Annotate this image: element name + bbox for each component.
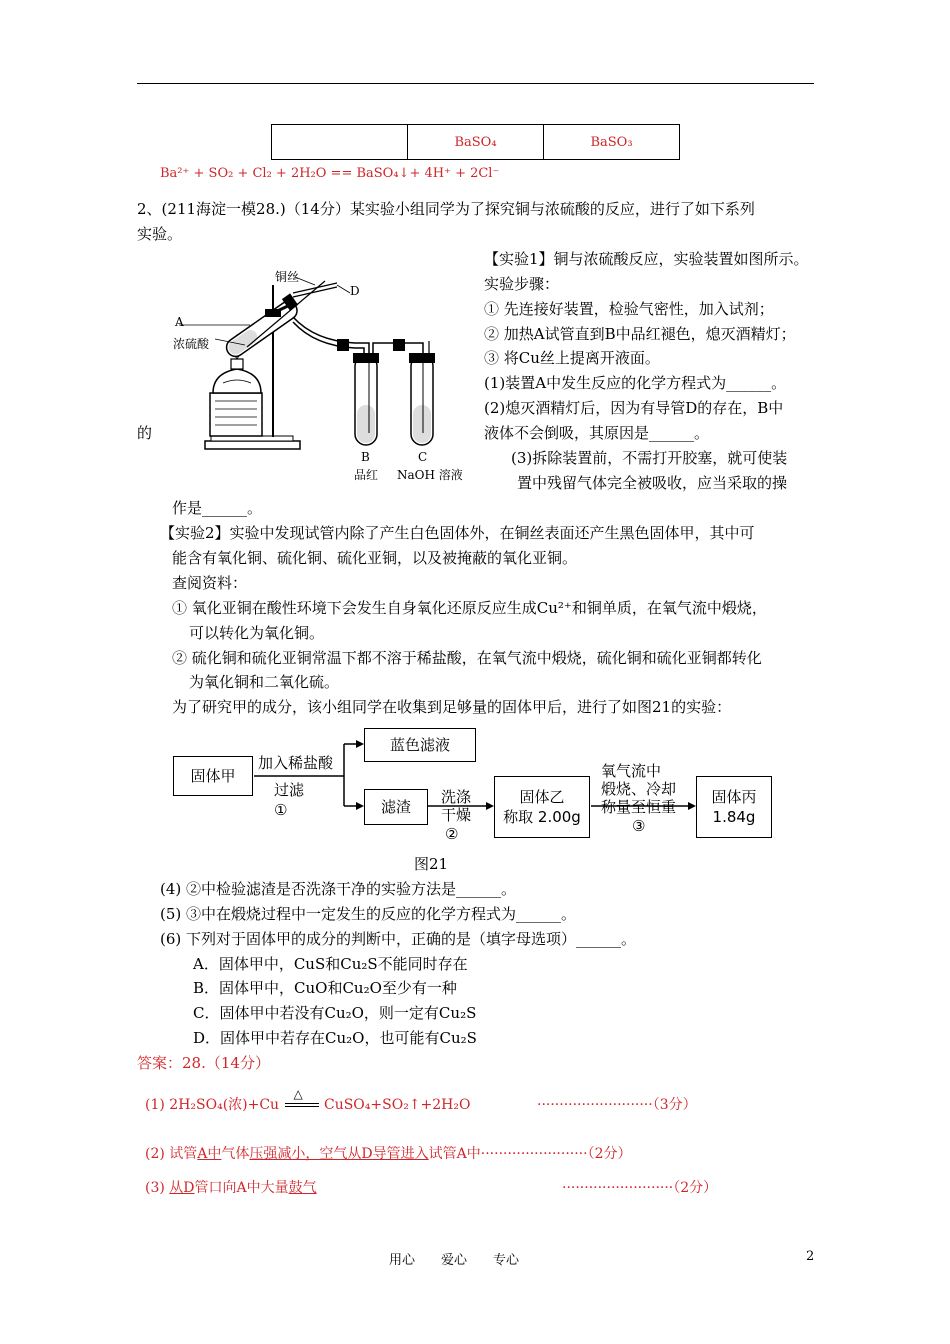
exp1-line: (1)装置A中发生反应的化学方程式为______。: [484, 374, 787, 392]
answer-3-key: 从D: [169, 1180, 195, 1196]
stray-char: 的: [137, 424, 153, 442]
answer-2: [145, 1143, 631, 1163]
step1-reagent: 加入稀盐酸: [258, 754, 334, 772]
answer-2-part: 气体: [221, 1146, 250, 1162]
equals-sign: [285, 1103, 319, 1107]
label-pinhong: 品红: [354, 468, 379, 482]
heat-triangle-icon: △: [293, 1087, 303, 1101]
question-5: (5) ③中在煅烧过程中一定发生的反应的化学方程式为______。: [160, 905, 577, 923]
box-solid-bing-name: 固体丙: [711, 788, 757, 806]
step1-num: ①: [274, 801, 288, 819]
question-4: (4) ②中检验滤渣是否洗涤干净的实验方法是______。: [160, 880, 517, 898]
box-solid-bing: [696, 776, 772, 838]
question-line-1: 2、(211海淀一模28.)（14分）某实验小组同学为了探究铜与浓硫酸的反应，进行了如下系列: [137, 200, 755, 218]
exp1-line: 液体不会倒吸，其原因是______。: [484, 424, 710, 442]
label-copper-wire: 铜丝: [275, 270, 300, 284]
exp2-line: 为了研究甲的成分，该小组同学在收集到足够量的固体甲后，进行了如图21的实验：: [172, 698, 732, 716]
answer-2-key: A中: [197, 1146, 222, 1162]
box-solid-yi: [494, 776, 590, 838]
label-naoh: NaOH 溶液: [397, 468, 463, 482]
option-D: D．固体甲中若存在Cu₂O，也可能有Cu₂S: [193, 1029, 477, 1047]
step3-line1: 氧气流中: [601, 762, 662, 780]
exp2-line: 为氧化铜和二氧化硫。: [189, 673, 340, 691]
heat-condition: [284, 1087, 320, 1113]
step2-wash: 洗涤: [441, 788, 472, 806]
answer-heading: 答案：28.（14分）: [137, 1054, 270, 1072]
exp1-line: 置中残留气体完全被吸收，应当采取的操: [517, 474, 788, 492]
exp1-line: ③ 将Cu丝上提离开液面。: [484, 349, 660, 367]
header-rule: [137, 83, 814, 84]
ionic-equation: Ba²⁺ + SO₂ + Cl₂ + 2H₂O == BaSO₄↓+ 4H⁺ + 2Cl⁻: [160, 166, 500, 181]
page-number: 2: [806, 1249, 815, 1264]
option-A: A．固体甲中，CuS和Cu₂S不能同时存在: [193, 955, 468, 973]
exp2-line: 【实验2】实验中发现试管内除了产生白色固体外，在铜丝表面还产生黑色固体甲，其中可: [160, 524, 755, 542]
table-cell: BaSO₄: [408, 125, 544, 160]
label-A: A: [175, 315, 184, 329]
answer-3-part: 管口向A中大量: [194, 1180, 289, 1196]
exp2-line: ② 硫化铜和硫化亚铜常温下都不溶于稀盐酸，在氧气流中煅烧，硫化铜和硫化亚铜都转化: [172, 649, 762, 667]
exp1-line: 作是______。: [172, 499, 263, 517]
box-residue: 滤渣: [364, 789, 428, 825]
answer-2-part: (2) 试管: [145, 1146, 198, 1162]
table-row: [272, 125, 680, 160]
result-table: [271, 124, 680, 160]
exp2-line: 可以转化为氧化铜。: [189, 624, 325, 642]
answer-2-key: 压强减小，空气从D导管进入: [249, 1146, 429, 1162]
box-solid-yi-mass: 称取 2.00g: [503, 808, 581, 826]
box-solid-jia: 固体甲: [173, 756, 253, 796]
option-C: C．固体甲中若没有Cu₂O，则一定有Cu₂S: [193, 1004, 477, 1022]
step2-num: ②: [445, 825, 459, 843]
label-D: D: [350, 284, 360, 298]
answer-1-lhs: (1) 2H₂SO₄(浓)+Cu: [145, 1097, 280, 1113]
label-C: C: [418, 450, 428, 464]
box-blue-filtrate: 蓝色滤液: [364, 728, 476, 762]
exp2-line: 查阅资料：: [172, 574, 248, 592]
exp1-line: 【实验1】铜与浓硫酸反应，实验装置如图所示。: [484, 250, 809, 268]
footer-slogan: 用心 爱心 专心: [389, 1253, 520, 1268]
step1-filter: 过滤: [274, 781, 305, 799]
step3-line3: 称量至恒重: [601, 798, 677, 816]
label-conc-acid: 浓硫酸: [173, 337, 210, 351]
answer-3-part: (3): [145, 1180, 170, 1196]
step2-dry: 干燥: [441, 806, 472, 824]
exp1-line: 实验步骤：: [484, 275, 560, 293]
exp2-line: ① 氧化亚铜在酸性环境下会发生自身氧化还原反应生成Cu²⁺和铜单质，在氧气流中煅烧，: [172, 599, 767, 617]
table-cell: BaSO₃: [544, 125, 680, 160]
box-solid-yi-name: 固体乙: [519, 788, 565, 806]
answer-3-score: ·························（2分）: [562, 1180, 718, 1196]
box-solid-bing-mass: 1.84g: [712, 808, 756, 826]
exp1-line: (3)拆除装置前，不需打开胶塞，就可使装: [511, 449, 788, 467]
table-cell: [272, 125, 408, 160]
figure-caption: 图21: [414, 855, 449, 873]
answer-1-rhs: CuSO₄+SO₂↑+2H₂O: [323, 1097, 471, 1113]
step3-num: ③: [632, 817, 646, 835]
exp1-line: (2)熄灭酒精灯后，因为有导管D的存在，B中: [484, 399, 784, 417]
exp1-line: ② 加热A试管直到B中品红褪色，熄灭酒精灯；: [484, 325, 796, 343]
exp2-line: 能含有氧化铜、硫化铜、硫化亚铜，以及被掩蔽的氧化亚铜。: [172, 549, 578, 567]
answer-2-part: 试管A中: [428, 1146, 481, 1162]
exp1-line: ① 先连接好装置，检验气密性，加入试剂；: [484, 300, 774, 318]
answer-3: [145, 1177, 317, 1197]
answer-2-score: ························（2分）: [480, 1146, 632, 1162]
question-6: (6) 下列对于固体甲的成分的判断中，正确的是（填字母选项）______。: [160, 930, 637, 948]
answer-1: [145, 1087, 471, 1114]
step3-line2: 煅烧、冷却: [601, 780, 677, 798]
label-B: B: [361, 450, 370, 464]
option-B: B．固体甲中，CuO和Cu₂O至少有一种: [193, 979, 457, 997]
answer-3-key: 鼓气: [288, 1180, 317, 1196]
answer-1-score: ··························（3分）: [537, 1097, 697, 1113]
question-line-2: 实验。: [137, 225, 183, 243]
